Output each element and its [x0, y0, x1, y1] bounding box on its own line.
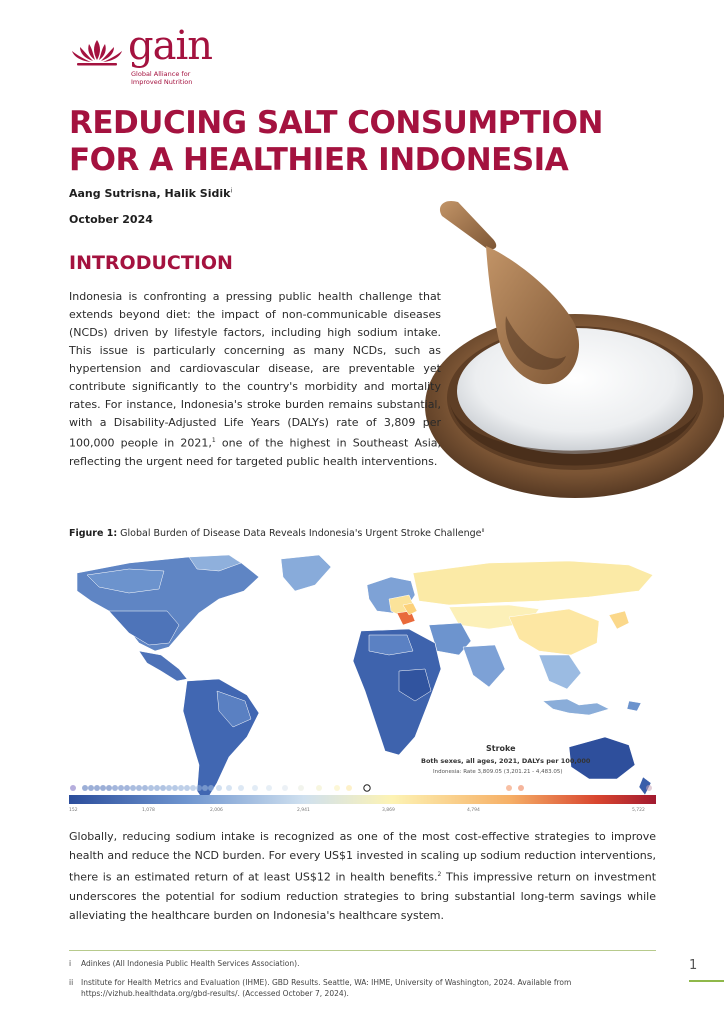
legend-note: Indonesia: Rate 3,809.05 (3,201.21 - 4,483.05) — [433, 769, 563, 775]
intro-text-part-1: Indonesia is confronting a pressing public health challenge that extends beyond diet: the impact of non-communicable diseases (NCDs) driven by lifestyle factors, including high sodium intake. This issue is particularly concerning as many NCDs, such as hypertension and cardiovascular disease, are preventable yet contribute significantly to the country's morbidity and mortality rates. For instance, Indonesia's stroke burden remains substantial, with a Disability-Adjusted Life Years (DALYs) rate of 3,809 per 100,000 people in 2021, — [69, 290, 441, 450]
title-line-1: REDUCING SALT CONSUMPTION — [69, 105, 603, 141]
salt-bowl-image — [410, 186, 724, 506]
figure-label: Figure 1: — [69, 528, 118, 540]
map-region-russia — [413, 561, 653, 605]
authors-names: Aang Sutrisna, Halik Sidik — [69, 187, 231, 200]
map-region-greenland — [281, 555, 331, 591]
legend-gradient-bar — [69, 795, 656, 804]
logo-subtitle-line-1: Global Alliance for — [131, 70, 191, 78]
figure-caption-text: Global Burden of Disease Data Reveals Indonesia's Urgent Stroke Challenge — [117, 528, 482, 540]
logo — [69, 38, 125, 68]
logo-wordmark: gain — [128, 23, 213, 69]
scale-label-7: 5,722 — [632, 808, 645, 813]
legend-dot-row — [70, 785, 652, 791]
scale-label-2: 1,078 — [142, 808, 155, 813]
footnote-2-text: Institute for Health Metrics and Evaluation (IHME). GBD Results. Seattle, WA: IHME, University of Washington, 2024. Available from — [81, 978, 572, 987]
introduction-heading: INTRODUCTION — [69, 252, 233, 274]
authors-footnote-ref: i — [230, 187, 233, 195]
map-region-central-america — [139, 651, 187, 681]
footnote-divider — [69, 950, 656, 951]
legend-indonesia-marker — [364, 785, 370, 791]
body-citation: 2 — [437, 871, 442, 878]
footnote-2-mark: ii — [69, 978, 74, 987]
legend-title: Stroke — [486, 744, 516, 753]
body-text-part-1: Globally, reducing sodium intake is recognized as one of the most cost-effective strategies to improve health and reduce the NCD burden. For every US$1 invested in scaling up sodium reduction interventions, there is an estimated return of at least US$12 in health benefits. — [69, 830, 656, 884]
legend-subtitle: Both sexes, all ages, 2021, DALYs per 100,000 — [421, 757, 591, 765]
page-title — [69, 105, 669, 179]
legend-color-scale — [69, 784, 656, 808]
scale-label-6: 4,794 — [467, 808, 480, 813]
page-number-accent-line — [689, 980, 724, 982]
gain-lotus-logo-icon — [69, 38, 125, 68]
logo-subtitle — [131, 70, 192, 86]
figure-citation: ii — [481, 528, 485, 534]
footnote-2-link[interactable]: https://vizhub.healthdata.org/gbd-results/. (Accessed October 7, 2024). — [81, 989, 349, 998]
scale-label-5: 3,869 — [382, 808, 395, 813]
intro-text-part-2: one of the highest in Southeast Asia, reflecting the urgent need for targeted public health interventions. — [69, 436, 441, 468]
world-stroke-burden-map — [69, 551, 657, 819]
footnote-2 — [69, 977, 656, 999]
scale-label-1: 152 — [69, 808, 78, 813]
authors — [69, 187, 232, 200]
footnote-1-mark: i — [69, 959, 72, 968]
introduction-paragraph — [69, 288, 441, 471]
body-paragraph — [69, 827, 656, 925]
publication-date: October 2024 — [69, 213, 153, 226]
scale-label-3: 2,006 — [210, 808, 223, 813]
logo-subtitle-line-2: Improved Nutrition — [131, 78, 193, 87]
footnote-1-text: Adinkes (All Indonesia Public Health Services Association). — [81, 959, 300, 968]
footnote-1 — [69, 958, 656, 969]
title-line-2: FOR A HEALTHIER INDONESIA — [69, 142, 569, 178]
figure-caption — [69, 528, 485, 539]
map-region-china — [509, 609, 599, 655]
map-region-indonesia — [543, 699, 609, 715]
intro-citation: 1 — [211, 437, 216, 444]
page-number: 1 — [689, 958, 698, 973]
scale-label-4: 2,941 — [297, 808, 310, 813]
body-text-part-2: This impressive return on investment underscores the potential for sodium reduction strategies to bring substantial long-term savings while alleviating the healthcare burden on Indonesia's healthcare system. — [69, 870, 657, 922]
